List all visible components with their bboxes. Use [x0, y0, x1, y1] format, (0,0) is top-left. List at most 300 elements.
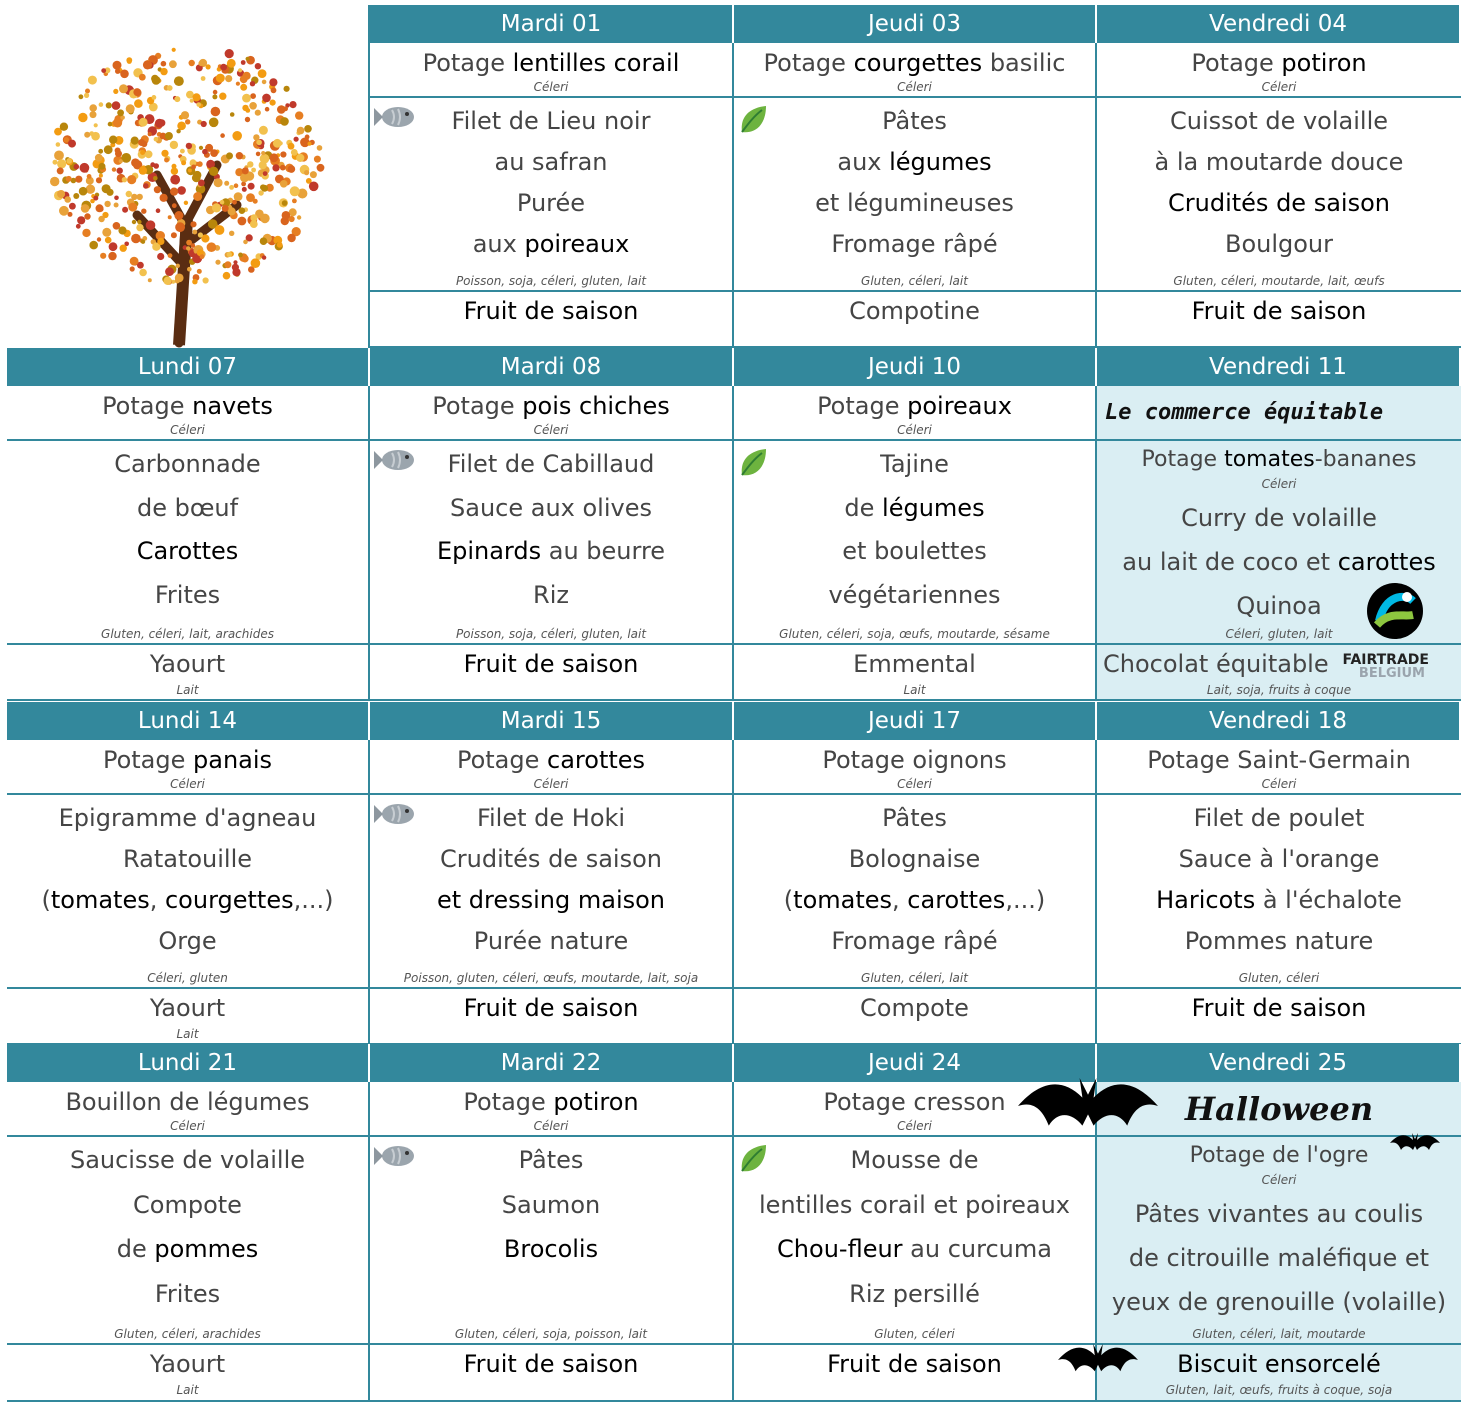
soup-allergens: Céleri — [170, 423, 205, 437]
highlighted-ingredient: tomates — [50, 886, 150, 914]
dessert-name — [734, 1349, 1095, 1379]
highlighted-ingredient: carottes — [1337, 548, 1436, 576]
dessert-cell — [734, 989, 1097, 1045]
highlighted-ingredient: Haricots — [1156, 886, 1256, 914]
day-header: Mardi 01 — [370, 5, 734, 43]
main-course-allergens: Gluten, céleri, lait — [861, 274, 968, 288]
dessert-name — [370, 296, 732, 326]
highlighted-ingredient: courgettes — [853, 49, 983, 77]
dessert-cell — [734, 1345, 1097, 1402]
dessert-name — [1097, 993, 1461, 1023]
text-segment: Potage Saint-Germain — [1147, 746, 1411, 774]
dessert-name — [734, 649, 1095, 679]
text-segment: yeux de grenouille (volaille) — [1111, 1288, 1447, 1316]
highlighted-ingredient: tomates — [1224, 447, 1315, 472]
text-segment: Potage de l'ogre — [1189, 1143, 1369, 1168]
text-segment: Epigramme d'agneau — [58, 804, 317, 832]
dessert-cell — [1097, 645, 1461, 701]
dessert-name — [734, 993, 1095, 1023]
text-segment: Potage — [422, 49, 513, 77]
main-course-line — [734, 803, 1095, 833]
dessert-allergens: Gluten, lait, œufs, fruits à coque, soja — [1165, 1383, 1393, 1397]
text-segment: Bolognaise — [848, 845, 981, 873]
main-course-allergens: Gluten, céleri, arachides — [114, 1327, 261, 1341]
main-course-line — [734, 188, 1095, 218]
dessert-name — [7, 649, 368, 679]
dessert-allergens: Lait, soja, fruits à coque — [1206, 683, 1352, 697]
leaf-icon — [738, 1143, 768, 1179]
day-header: Mardi 08 — [370, 348, 734, 386]
text-segment: Purée nature — [473, 927, 629, 955]
main-course-allergens: Gluten, céleri — [1238, 971, 1320, 985]
text-segment: Potage — [102, 392, 193, 420]
main-course-line — [1097, 1287, 1461, 1317]
dessert-name — [370, 649, 732, 679]
fairtrade-country: BELGIUM — [1358, 666, 1425, 681]
dessert-cell — [7, 645, 370, 701]
text-segment: Purée — [516, 189, 586, 217]
highlighted-ingredient: Carottes — [136, 537, 239, 565]
highlighted-ingredient: légumes — [882, 493, 985, 522]
dessert-text: Fruit de saison — [463, 650, 639, 678]
main-course-line — [7, 1234, 368, 1264]
dessert-cell — [734, 292, 1097, 348]
dessert-cell — [370, 292, 734, 348]
soup-cell — [7, 386, 370, 441]
text-segment: Potage — [102, 746, 193, 774]
main-course-line — [734, 1190, 1095, 1220]
main-course-cell — [7, 441, 370, 645]
text-segment: Potage — [432, 392, 523, 420]
day-header: Mardi 22 — [370, 1044, 734, 1082]
dessert-text: Emmental — [853, 650, 976, 678]
soup-name — [370, 745, 732, 775]
main-course-cell — [370, 98, 734, 292]
main-course-line — [370, 1234, 732, 1264]
dessert-allergens: Lait — [176, 683, 199, 697]
day-header: Lundi 14 — [7, 702, 370, 740]
text-segment: Potage — [822, 746, 913, 774]
soup-name — [734, 391, 1095, 421]
main-course-line — [7, 536, 368, 566]
highlighted-ingredient: poireaux — [524, 230, 630, 258]
main-course-line — [1097, 188, 1461, 218]
main-course-cell — [370, 441, 734, 645]
main-course-allergens: Gluten, céleri, moutarde, lait, œufs — [1173, 274, 1385, 288]
soup-allergens: Céleri — [897, 777, 932, 791]
soup-cell — [1097, 43, 1461, 98]
dessert-name — [734, 296, 1095, 326]
text-segment: au safran — [494, 148, 608, 176]
text-segment: oignons — [912, 746, 1007, 774]
monthly-menu-grid — [7, 5, 1461, 1401]
dessert-text: Fruit de saison — [1191, 297, 1367, 325]
soup-cell — [1097, 740, 1461, 795]
main-course-cell — [734, 98, 1097, 292]
day-header: Mardi 15 — [370, 702, 734, 740]
text-segment: de — [116, 1235, 155, 1263]
main-course-line — [734, 580, 1095, 610]
text-segment: Boulgour — [1224, 230, 1334, 258]
text-segment: Potage — [1141, 447, 1225, 472]
text-segment: et légumineuses — [815, 189, 1014, 217]
soup-allergens: Céleri — [1261, 477, 1297, 491]
text-segment: Fromage râpé — [831, 927, 998, 955]
text-segment: -bananes — [1314, 447, 1417, 472]
text-segment: à la moutarde douce — [1154, 148, 1404, 176]
main-course-allergens: Gluten, céleri, soja, œufs, moutarde, sésame — [779, 627, 1050, 641]
day-header: Jeudi 03 — [734, 5, 1097, 43]
text-segment: Filet de poulet — [1193, 804, 1365, 832]
autumn-tree-icon — [7, 5, 370, 348]
main-course-line — [734, 493, 1095, 523]
text-segment: Pâtes — [882, 107, 947, 135]
highlighted-ingredient: légumes — [889, 148, 992, 176]
main-course-line — [7, 1190, 368, 1220]
soup-allergens: Céleri — [170, 1119, 205, 1133]
text-segment: à l'échalote — [1255, 886, 1402, 914]
bat-icon — [1390, 1128, 1440, 1162]
text-segment: ( — [783, 886, 794, 914]
main-course-line — [7, 926, 368, 956]
day-header: Jeudi 24 — [734, 1044, 1097, 1082]
text-segment: Saumon — [501, 1190, 601, 1219]
day-header: Vendredi 25 — [1097, 1044, 1461, 1082]
soup-cell — [734, 740, 1097, 795]
highlighted-ingredient: lentilles corail — [512, 49, 680, 77]
text-segment: Orge — [158, 927, 217, 955]
leaf-icon — [738, 104, 768, 140]
main-course-line — [370, 188, 732, 218]
text-segment: Carbonnade — [114, 450, 261, 478]
text-segment: Pâtes — [518, 1146, 584, 1174]
highlighted-ingredient: panais — [193, 746, 273, 774]
text-segment: végétariennes — [828, 580, 1001, 609]
highlighted-ingredient: navets — [192, 392, 273, 420]
leaf-icon — [738, 447, 768, 483]
soup-cell — [370, 740, 734, 795]
main-course-line — [370, 580, 732, 610]
soup-allergens: Céleri — [1261, 777, 1297, 791]
text-segment: de — [844, 493, 883, 522]
tree-illustration-cell — [7, 5, 370, 348]
main-course-line — [370, 493, 732, 523]
text-segment: Curry de volaille — [1181, 504, 1377, 532]
main-course-line — [1097, 1199, 1461, 1229]
highlighted-ingredient: potiron — [1281, 49, 1367, 77]
highlighted-ingredient: Crudités de saison — [1168, 189, 1390, 217]
text-segment: Pâtes — [882, 804, 947, 832]
soup-name — [370, 48, 732, 78]
dessert-allergens: Lait — [903, 683, 926, 697]
text-segment: basilic — [982, 49, 1066, 77]
soup-cell — [370, 386, 734, 441]
soup-allergens: Céleri — [897, 423, 932, 437]
text-segment: et boulettes — [842, 537, 987, 565]
fairtrade-label: FAIRTRADE — [1342, 652, 1429, 668]
highlighted-ingredient: carottes — [907, 886, 1006, 914]
text-segment: Fromage râpé — [831, 230, 998, 258]
soup-name — [734, 745, 1095, 775]
text-segment: Potage — [823, 1088, 914, 1116]
main-course-cell — [734, 795, 1097, 989]
dessert-text: Yaourt — [149, 650, 226, 678]
day-header: Vendredi 18 — [1097, 702, 1461, 740]
text-segment: Pommes nature — [1184, 927, 1374, 955]
dessert-cell — [1097, 1345, 1461, 1402]
text-segment: au curcuma — [902, 1235, 1052, 1263]
main-course-line — [7, 449, 368, 479]
main-course-line — [370, 536, 732, 566]
fish-icon — [374, 801, 416, 831]
dessert-cell — [370, 989, 734, 1045]
main-course-cell — [734, 1137, 1097, 1345]
fish-icon — [374, 447, 416, 477]
highlighted-ingredient: pois chiches — [522, 392, 670, 420]
soup-allergens: Céleri — [533, 1119, 569, 1133]
main-course-cell — [7, 1137, 370, 1345]
soup-cell — [370, 1082, 734, 1137]
main-course-cell — [1097, 1137, 1461, 1345]
dessert-name — [1097, 296, 1461, 326]
soup-name — [7, 1087, 368, 1117]
main-course-line — [7, 580, 368, 610]
main-course-line — [1097, 803, 1461, 833]
main-course-line — [1097, 926, 1461, 956]
dessert-allergens: Lait — [176, 1383, 199, 1397]
dessert-name — [370, 1349, 732, 1379]
text-segment: Potage — [1191, 49, 1282, 77]
soup-allergens: Céleri — [897, 1119, 932, 1133]
dessert-text: Compotine — [849, 297, 980, 325]
highlighted-ingredient: tomates — [793, 886, 893, 914]
main-course-line — [1097, 147, 1461, 177]
main-course-line — [7, 493, 368, 523]
dessert-cell — [7, 1345, 370, 1402]
main-course-line — [7, 844, 368, 874]
main-course-line — [1097, 503, 1461, 533]
text-segment: Compote — [133, 1190, 242, 1219]
soup-cell — [7, 740, 370, 795]
dessert-allergens: Lait — [176, 1027, 199, 1041]
text-segment: Mousse de — [850, 1146, 979, 1174]
main-course-line — [370, 106, 732, 136]
theme-title: Le commerce équitable — [1105, 400, 1384, 425]
main-course-line — [1097, 885, 1461, 915]
dessert-cell — [370, 1345, 734, 1402]
soup-name — [7, 745, 368, 775]
main-course-line — [1097, 844, 1461, 874]
text-segment: ,...) — [1005, 886, 1046, 914]
main-course-line — [370, 147, 732, 177]
main-course-allergens: Gluten, céleri, lait, arachides — [101, 627, 274, 641]
text-segment: Potage — [817, 392, 908, 420]
soup-cell — [734, 43, 1097, 98]
main-course-allergens: Poisson, soja, céleri, gluten, lait — [455, 274, 647, 288]
main-course-line — [734, 885, 1095, 915]
text-segment: aux — [472, 230, 525, 258]
day-header: Lundi 07 — [7, 348, 370, 386]
soup-cell — [734, 386, 1097, 441]
main-course-cell — [734, 441, 1097, 645]
main-course-line — [7, 885, 368, 915]
dessert-text: Compote — [860, 994, 969, 1022]
dessert-text: Fruit de saison — [463, 1350, 639, 1378]
main-course-line — [7, 803, 368, 833]
main-course-line — [370, 844, 732, 874]
text-segment: cresson — [913, 1088, 1006, 1116]
main-course-allergens: Gluten, céleri, soja, poisson, lait — [454, 1327, 648, 1341]
text-segment: Quinoa — [1236, 592, 1322, 620]
text-segment: Crudités de saison — [440, 845, 662, 873]
text-segment: Tajine — [880, 450, 949, 478]
text-segment: Riz — [533, 580, 569, 609]
dessert-cell — [734, 645, 1097, 701]
theme-title: Halloween — [1184, 1090, 1374, 1128]
text-segment: Frites — [154, 1279, 221, 1308]
main-course-line — [1097, 1243, 1461, 1273]
bat-icon — [1018, 1064, 1158, 1152]
text-segment: Pâtes vivantes au coulis — [1134, 1200, 1424, 1228]
main-course-line — [370, 1190, 732, 1220]
main-course-line — [1097, 229, 1461, 259]
dessert-cell — [1097, 989, 1461, 1045]
main-course-line — [370, 803, 732, 833]
main-course-cell — [370, 1137, 734, 1345]
main-course-line — [734, 147, 1095, 177]
main-course-allergens: Céleri, gluten, lait — [1225, 627, 1333, 641]
main-course-line — [7, 1279, 368, 1309]
text-segment: Sauce aux olives — [450, 493, 652, 522]
text-segment: Bouillon de légumes — [65, 1088, 310, 1116]
dessert-text: Fruit de saison — [1191, 994, 1367, 1022]
main-course-line — [734, 229, 1095, 259]
soup-name — [7, 391, 368, 421]
main-course-allergens: Gluten, céleri, lait, moutarde — [1192, 1327, 1366, 1341]
soup-allergens: Céleri — [1261, 1173, 1297, 1187]
text-segment: aux — [837, 148, 890, 176]
main-course-line — [734, 1234, 1095, 1264]
soup-name — [1097, 48, 1461, 78]
main-course-allergens: Poisson, gluten, céleri, œufs, moutarde, lait, soja — [403, 971, 699, 985]
main-course-line — [1097, 547, 1461, 577]
text-segment: au beurre — [541, 537, 666, 565]
soup-cell — [7, 1082, 370, 1137]
dessert-cell — [1097, 292, 1461, 348]
main-course-line — [370, 1145, 732, 1175]
soup-allergens: Céleri — [533, 423, 569, 437]
highlighted-ingredient: courgettes — [164, 886, 294, 914]
main-course-allergens: Gluten, céleri, lait — [861, 971, 968, 985]
main-course-line — [734, 536, 1095, 566]
text-segment: Potage — [463, 1088, 554, 1116]
main-course-allergens: Céleri, gluten — [147, 971, 228, 985]
dessert-name — [7, 993, 368, 1023]
main-course-line — [734, 1279, 1095, 1309]
day-header: Lundi 21 — [7, 1044, 370, 1082]
highlighted-ingredient: potiron — [553, 1088, 639, 1116]
theme-cell — [1097, 386, 1461, 441]
text-segment: Ratatouille — [122, 845, 253, 873]
main-course-line — [734, 844, 1095, 874]
dessert-name — [370, 993, 732, 1023]
text-segment: de bœuf — [136, 493, 239, 522]
day-header: Jeudi 10 — [734, 348, 1097, 386]
soup-name — [1097, 445, 1461, 475]
text-segment: de citrouille maléfique et — [1128, 1244, 1430, 1272]
text-segment: Filet de Hoki — [476, 804, 626, 832]
main-course-line — [370, 229, 732, 259]
main-course-line — [734, 926, 1095, 956]
highlighted-ingredient: pommes — [154, 1235, 259, 1263]
highlighted-ingredient: carottes — [547, 746, 646, 774]
text-segment: Potage — [763, 49, 854, 77]
main-course-cell — [370, 795, 734, 989]
text-segment: ( — [41, 886, 51, 914]
soup-cell — [370, 43, 734, 98]
dessert-text: Yaourt — [149, 994, 226, 1022]
main-course-line — [370, 926, 732, 956]
main-course-cell — [1097, 441, 1461, 645]
soup-name — [370, 1087, 732, 1117]
main-course-cell — [1097, 795, 1461, 989]
dessert-text: Fruit de saison — [463, 994, 639, 1022]
main-course-line — [370, 449, 732, 479]
soup-name — [1097, 745, 1461, 775]
text-segment: Filet de Lieu noir — [451, 107, 651, 135]
fairtrade-logo — [1359, 581, 1431, 645]
text-segment: Frites — [154, 580, 221, 609]
dessert-cell — [370, 645, 734, 701]
day-header: Jeudi 17 — [734, 702, 1097, 740]
main-course-line — [734, 449, 1095, 479]
dessert-text: Fruit de saison — [827, 1350, 1002, 1378]
text-segment: lentilles corail et poireaux — [759, 1190, 1070, 1219]
main-course-allergens: Poisson, soja, céleri, gluten, lait — [455, 627, 647, 641]
highlighted-ingredient: Epinards — [436, 537, 542, 565]
dessert-text: Chocolat équitable — [1103, 650, 1329, 678]
text-segment: , — [149, 886, 165, 914]
text-segment: Riz persillé — [849, 1279, 980, 1308]
dessert-name — [1097, 1349, 1461, 1379]
bat-icon — [1058, 1336, 1138, 1388]
main-course-cell — [1097, 98, 1461, 292]
soup-allergens: Céleri — [533, 80, 569, 94]
highlighted-ingredient: Chou-fleur — [777, 1235, 903, 1263]
text-segment: ,...) — [293, 886, 334, 914]
soup-allergens: Céleri — [897, 80, 932, 94]
fish-icon — [374, 1143, 416, 1173]
text-segment: Filet de Cabillaud — [447, 450, 655, 478]
text-segment: Sauce à l'orange — [1178, 845, 1380, 873]
dessert-cell — [7, 989, 370, 1045]
dessert-name — [7, 1349, 368, 1379]
day-header: Vendredi 11 — [1097, 348, 1461, 386]
highlighted-ingredient: et dressing maison — [436, 886, 666, 914]
soup-allergens: Céleri — [170, 777, 205, 791]
main-course-cell — [7, 795, 370, 989]
main-course-line — [370, 885, 732, 915]
text-segment: , — [892, 886, 908, 914]
soup-allergens: Céleri — [1261, 80, 1297, 94]
main-course-line — [734, 106, 1095, 136]
text-segment: Cuissot de volaille — [1169, 107, 1389, 135]
soup-name — [734, 48, 1095, 78]
fish-icon — [374, 104, 416, 134]
main-course-line — [7, 1145, 368, 1175]
text-segment: Potage — [456, 746, 548, 774]
highlighted-ingredient: poireaux — [907, 392, 1012, 420]
